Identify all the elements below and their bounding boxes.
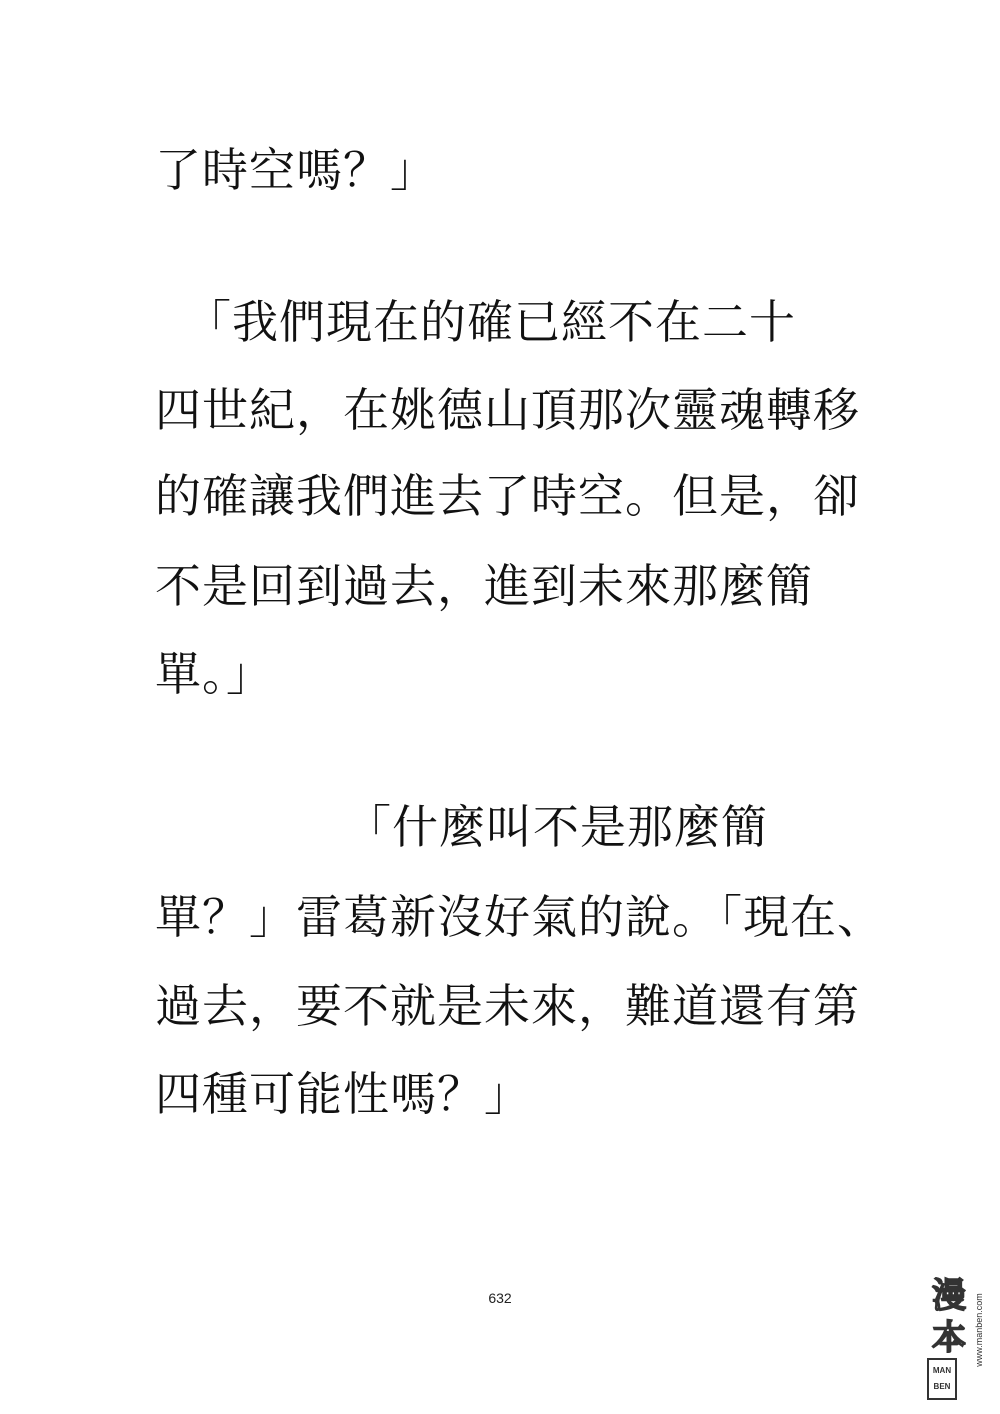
watermark-logo-char-2: 本 <box>932 1318 966 1358</box>
watermark-box <box>928 1359 956 1399</box>
watermark-url: www.manben.com <box>974 1293 984 1367</box>
watermark-logo-char-1: 漫 <box>932 1276 966 1316</box>
watermark-box-text-top: MAN <box>932 1366 952 1375</box>
text-line-2: 「我們現在的確已經不在二十 <box>185 295 796 349</box>
text-line-7: 「什麼叫不是那麼簡 <box>345 800 768 854</box>
text-line-5: 不是回到過去，進到未來那麼簡 <box>155 559 813 613</box>
text-line-6: 單。」 <box>155 647 273 701</box>
watermark-box-text-bottom: BEN <box>933 1382 951 1391</box>
text-line-8: 單？」雷葛新沒好氣的說。「現在、 <box>155 890 884 944</box>
manben-watermark-logo <box>924 1255 994 1405</box>
text-line-9: 過去，要不就是未來，難道還有第 <box>155 979 860 1033</box>
text-line-4: 的確讓我們進去了時空。但是，卻 <box>155 469 860 523</box>
page-number: 632 <box>488 1290 512 1306</box>
text-line-3: 四世紀，在姚德山頂那次靈魂轉移 <box>155 383 860 437</box>
text-line-10: 四種可能性嗎？」 <box>155 1067 531 1121</box>
text-line-1: 了時空嗎？」 <box>155 143 437 197</box>
